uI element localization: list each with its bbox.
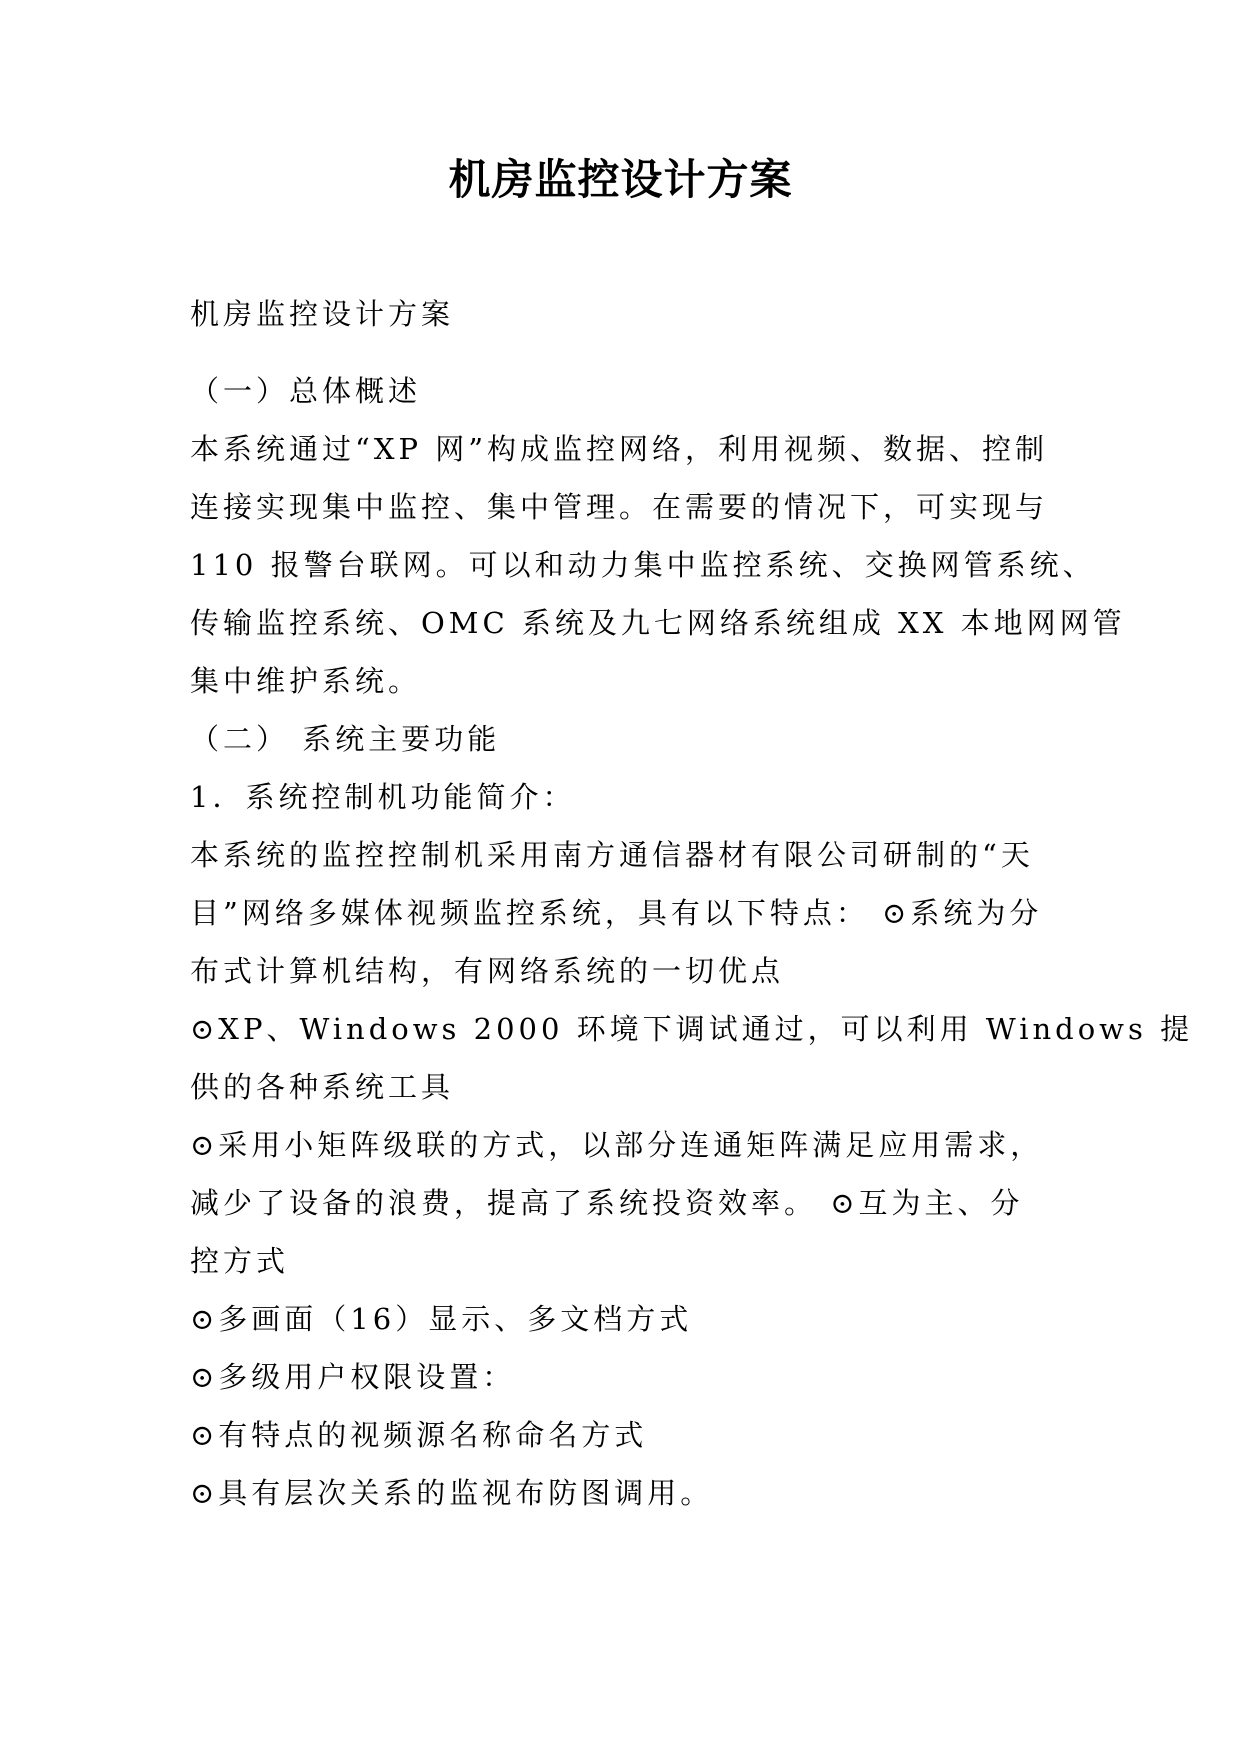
subsection-heading: 1．系统控制机功能简介：	[190, 780, 576, 814]
subtitle-line: 机房监控设计方案	[190, 297, 455, 331]
body-line: 目”网络多媒体视频监控系统，具有以下特点： ⊙系统为分	[190, 896, 1043, 930]
body-line: 传输监控系统、OMC 系统及九七网络系统组成 XX 本地网网管	[190, 606, 1126, 640]
section-heading-overview: （一）总体概述	[190, 374, 422, 408]
document-body	[190, 362, 1194, 1522]
body-line: 110 报警台联网。可以和动力集中监控系统、交换网管系统、	[190, 548, 1096, 582]
body-line: 控方式	[190, 1244, 290, 1278]
body-line: 本系统的监控控制机采用南方通信器材有限公司研制的“天	[190, 838, 1034, 872]
document-subtitle	[190, 285, 1070, 343]
body-line: 减少了设备的浪费，提高了系统投资效率。 ⊙互为主、分	[190, 1186, 1024, 1220]
bullet-line: ⊙采用小矩阵级联的方式，以部分连通矩阵满足应用需求，	[190, 1128, 1044, 1162]
body-line: 集中维护系统。	[190, 664, 422, 698]
body-line: 连接实现集中监控、集中管理。在需要的情况下，可实现与	[190, 490, 1049, 524]
body-line: 布式计算机结构，有网络系统的一切优点	[190, 954, 785, 988]
section-heading-functions: （二） 系统主要功能	[190, 722, 501, 756]
bullet-line: ⊙多级用户权限设置：	[190, 1360, 516, 1394]
body-line: 本系统通过“XP 网”构成监控网络，利用视频、数据、控制	[190, 432, 1049, 466]
bullet-line: ⊙XP、Windows 2000 环境下调试通过，可以利用 Windows 提	[190, 1012, 1194, 1046]
bullet-line: ⊙多画面（16）显示、多文档方式	[190, 1302, 693, 1336]
body-line: 供的各种系统工具	[190, 1070, 455, 1104]
bullet-line: ⊙有特点的视频源名称命名方式	[190, 1418, 648, 1452]
bullet-line: ⊙具有层次关系的监视布防图调用。	[190, 1476, 714, 1510]
document-title: 机房监控设计方案	[448, 155, 793, 204]
